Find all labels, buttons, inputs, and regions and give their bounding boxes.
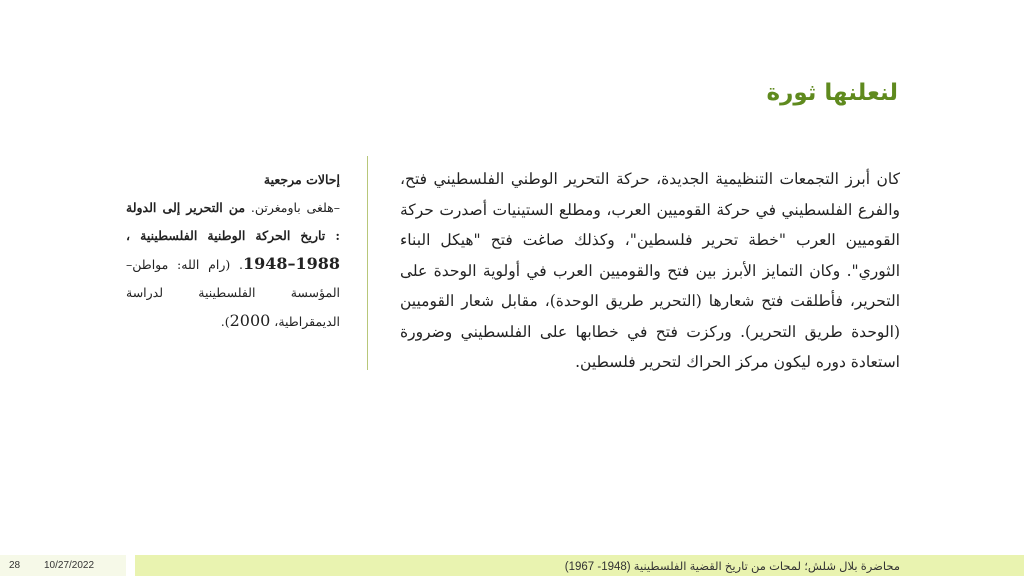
footer-left-panel (0, 555, 126, 576)
references-box (126, 166, 340, 336)
reference-years: 1948–1988 (242, 254, 340, 273)
footer-date: 10/27/2022 (44, 560, 95, 571)
footer-bar (135, 555, 1024, 576)
footer-lecture-text: محاضرة بلال شلش؛ لمحات من تاريخ القضية الفلسطينية (1948- 1967) (564, 561, 900, 573)
reference-book-title: من التحرير إلى الدولة : تاريخ الحركة الوطنية الفلسطينية ، (126, 200, 340, 243)
page-number: 28 (9, 560, 21, 571)
reference-closing: ). (220, 314, 230, 329)
reference-publisher: . (رام الله: مواطن– المؤسسة الفلسطينية لدراسة الديمقراطية، (126, 257, 340, 329)
body-paragraph: كان أبرز التجمعات التنظيمية الجديدة، حركة التحرير الوطني الفلسطيني فتح، والفرع الفلسطيني في حركة القوميين العرب، ومطلع الستينيات أصدرت حركة القوميين العرب "خطة تحرير فلسطين"، وكذلك صاغت فتح "هيكل البناء الثوري". وكان التمايز الأبرز بين فتح والقوميين العرب في أولوية الوحدة على التحرير، فأطلقت فتح شعارها (التحرير طريق الوحدة)، مقابل شعار القوميين (الوحدة طريق التحرير). وركزت فتح في خطابها على الفلسطيني وضرورة استعادة دوره ليكون مركز الحراك لتحرير فلسطين. (400, 170, 900, 371)
reference-author: –هلغى باومغرتن. (250, 200, 340, 215)
references-heading: إحالات مرجعية (263, 172, 340, 187)
column-divider (367, 156, 368, 370)
slide-title: لنعلنها ثورة (766, 80, 898, 106)
reference-pub-year: 2000 (229, 311, 271, 330)
